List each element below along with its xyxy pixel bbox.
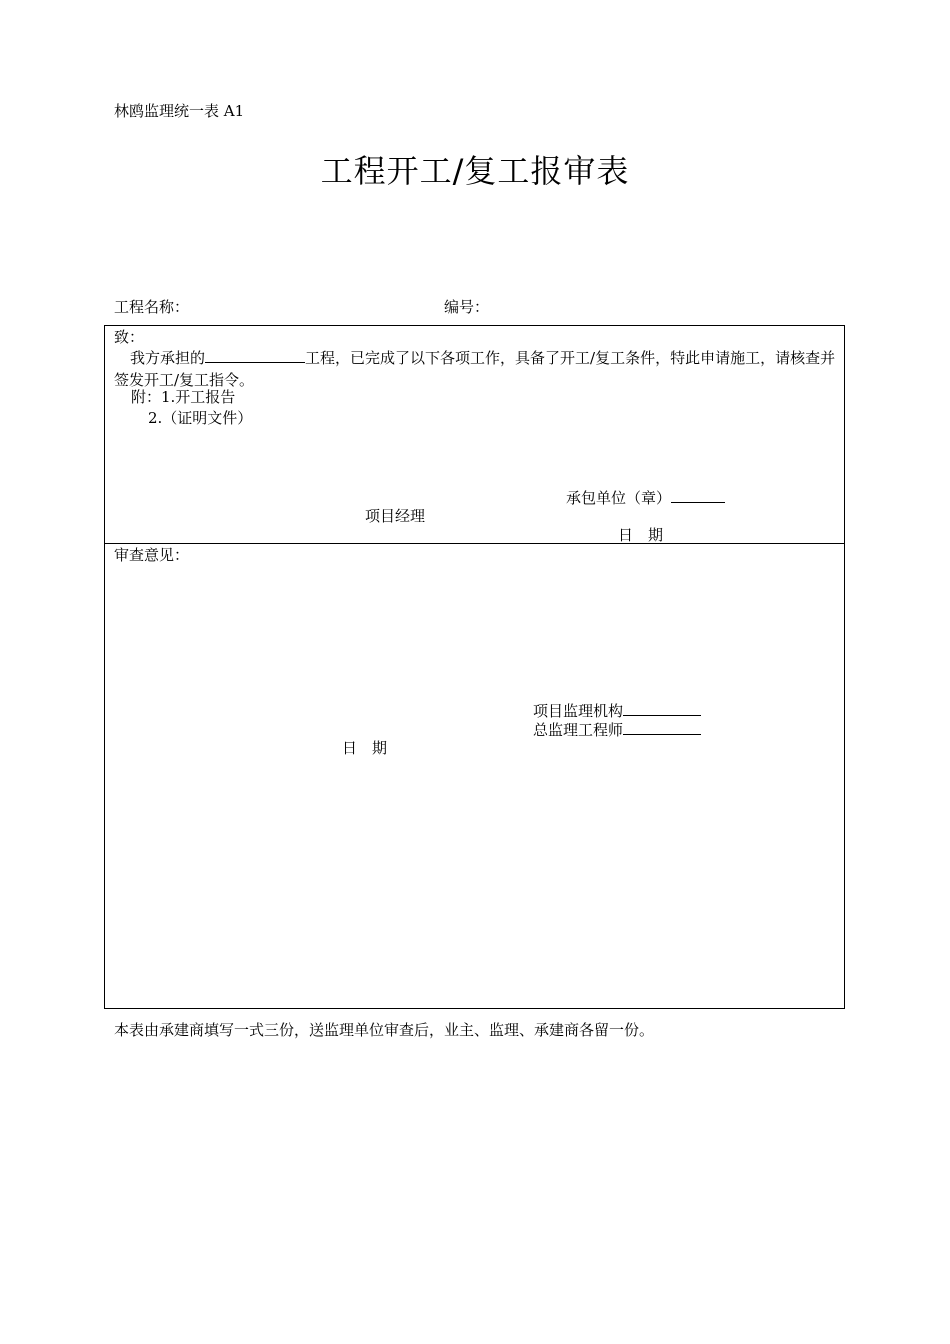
form-id: 林鸥监理统一表 A1 (114, 102, 245, 120)
contractor-blank[interactable] (671, 487, 725, 503)
chief-engineer-label: 总监理工程师 (533, 721, 624, 739)
application-body (114, 347, 839, 391)
recipient-label: 致： (114, 328, 145, 346)
serial-number-label: 编号： (444, 298, 490, 316)
review-date-label: 日 期 (342, 739, 388, 757)
body-prefix: 我方承担的 (130, 349, 206, 367)
supervision-org-label: 项目监理机构 (533, 702, 624, 720)
project-manager-label: 项目经理 (365, 507, 426, 525)
project-name-label: 工程名称： (114, 298, 190, 316)
supervision-org-blank[interactable] (623, 700, 701, 716)
footer-note: 本表由承建商填写一式三份，送监理单位审查后，业主、监理、承建商各留一份。 (114, 1021, 655, 1039)
attachment-2: 2.（证明文件） (148, 409, 253, 427)
contractor-seal-row (566, 487, 725, 507)
supervision-org-row (533, 700, 701, 720)
application-date-label: 日 期 (618, 526, 664, 544)
page-title: 工程开工/复工报审表 (320, 152, 630, 190)
review-opinion-label: 审查意见： (114, 546, 190, 564)
body-suffix: 工程，已完成了以下各项工作，具备了开工/复工条件，特此申请施工，请核查并签发开工/复工指令。 (114, 349, 836, 389)
project-blank[interactable] (205, 347, 305, 363)
contractor-label: 承包单位（章） (566, 489, 672, 507)
attachment-1: 附：1.开工报告 (131, 388, 236, 406)
chief-engineer-blank[interactable] (623, 719, 701, 735)
review-section (104, 543, 845, 1009)
chief-engineer-row (533, 719, 701, 739)
